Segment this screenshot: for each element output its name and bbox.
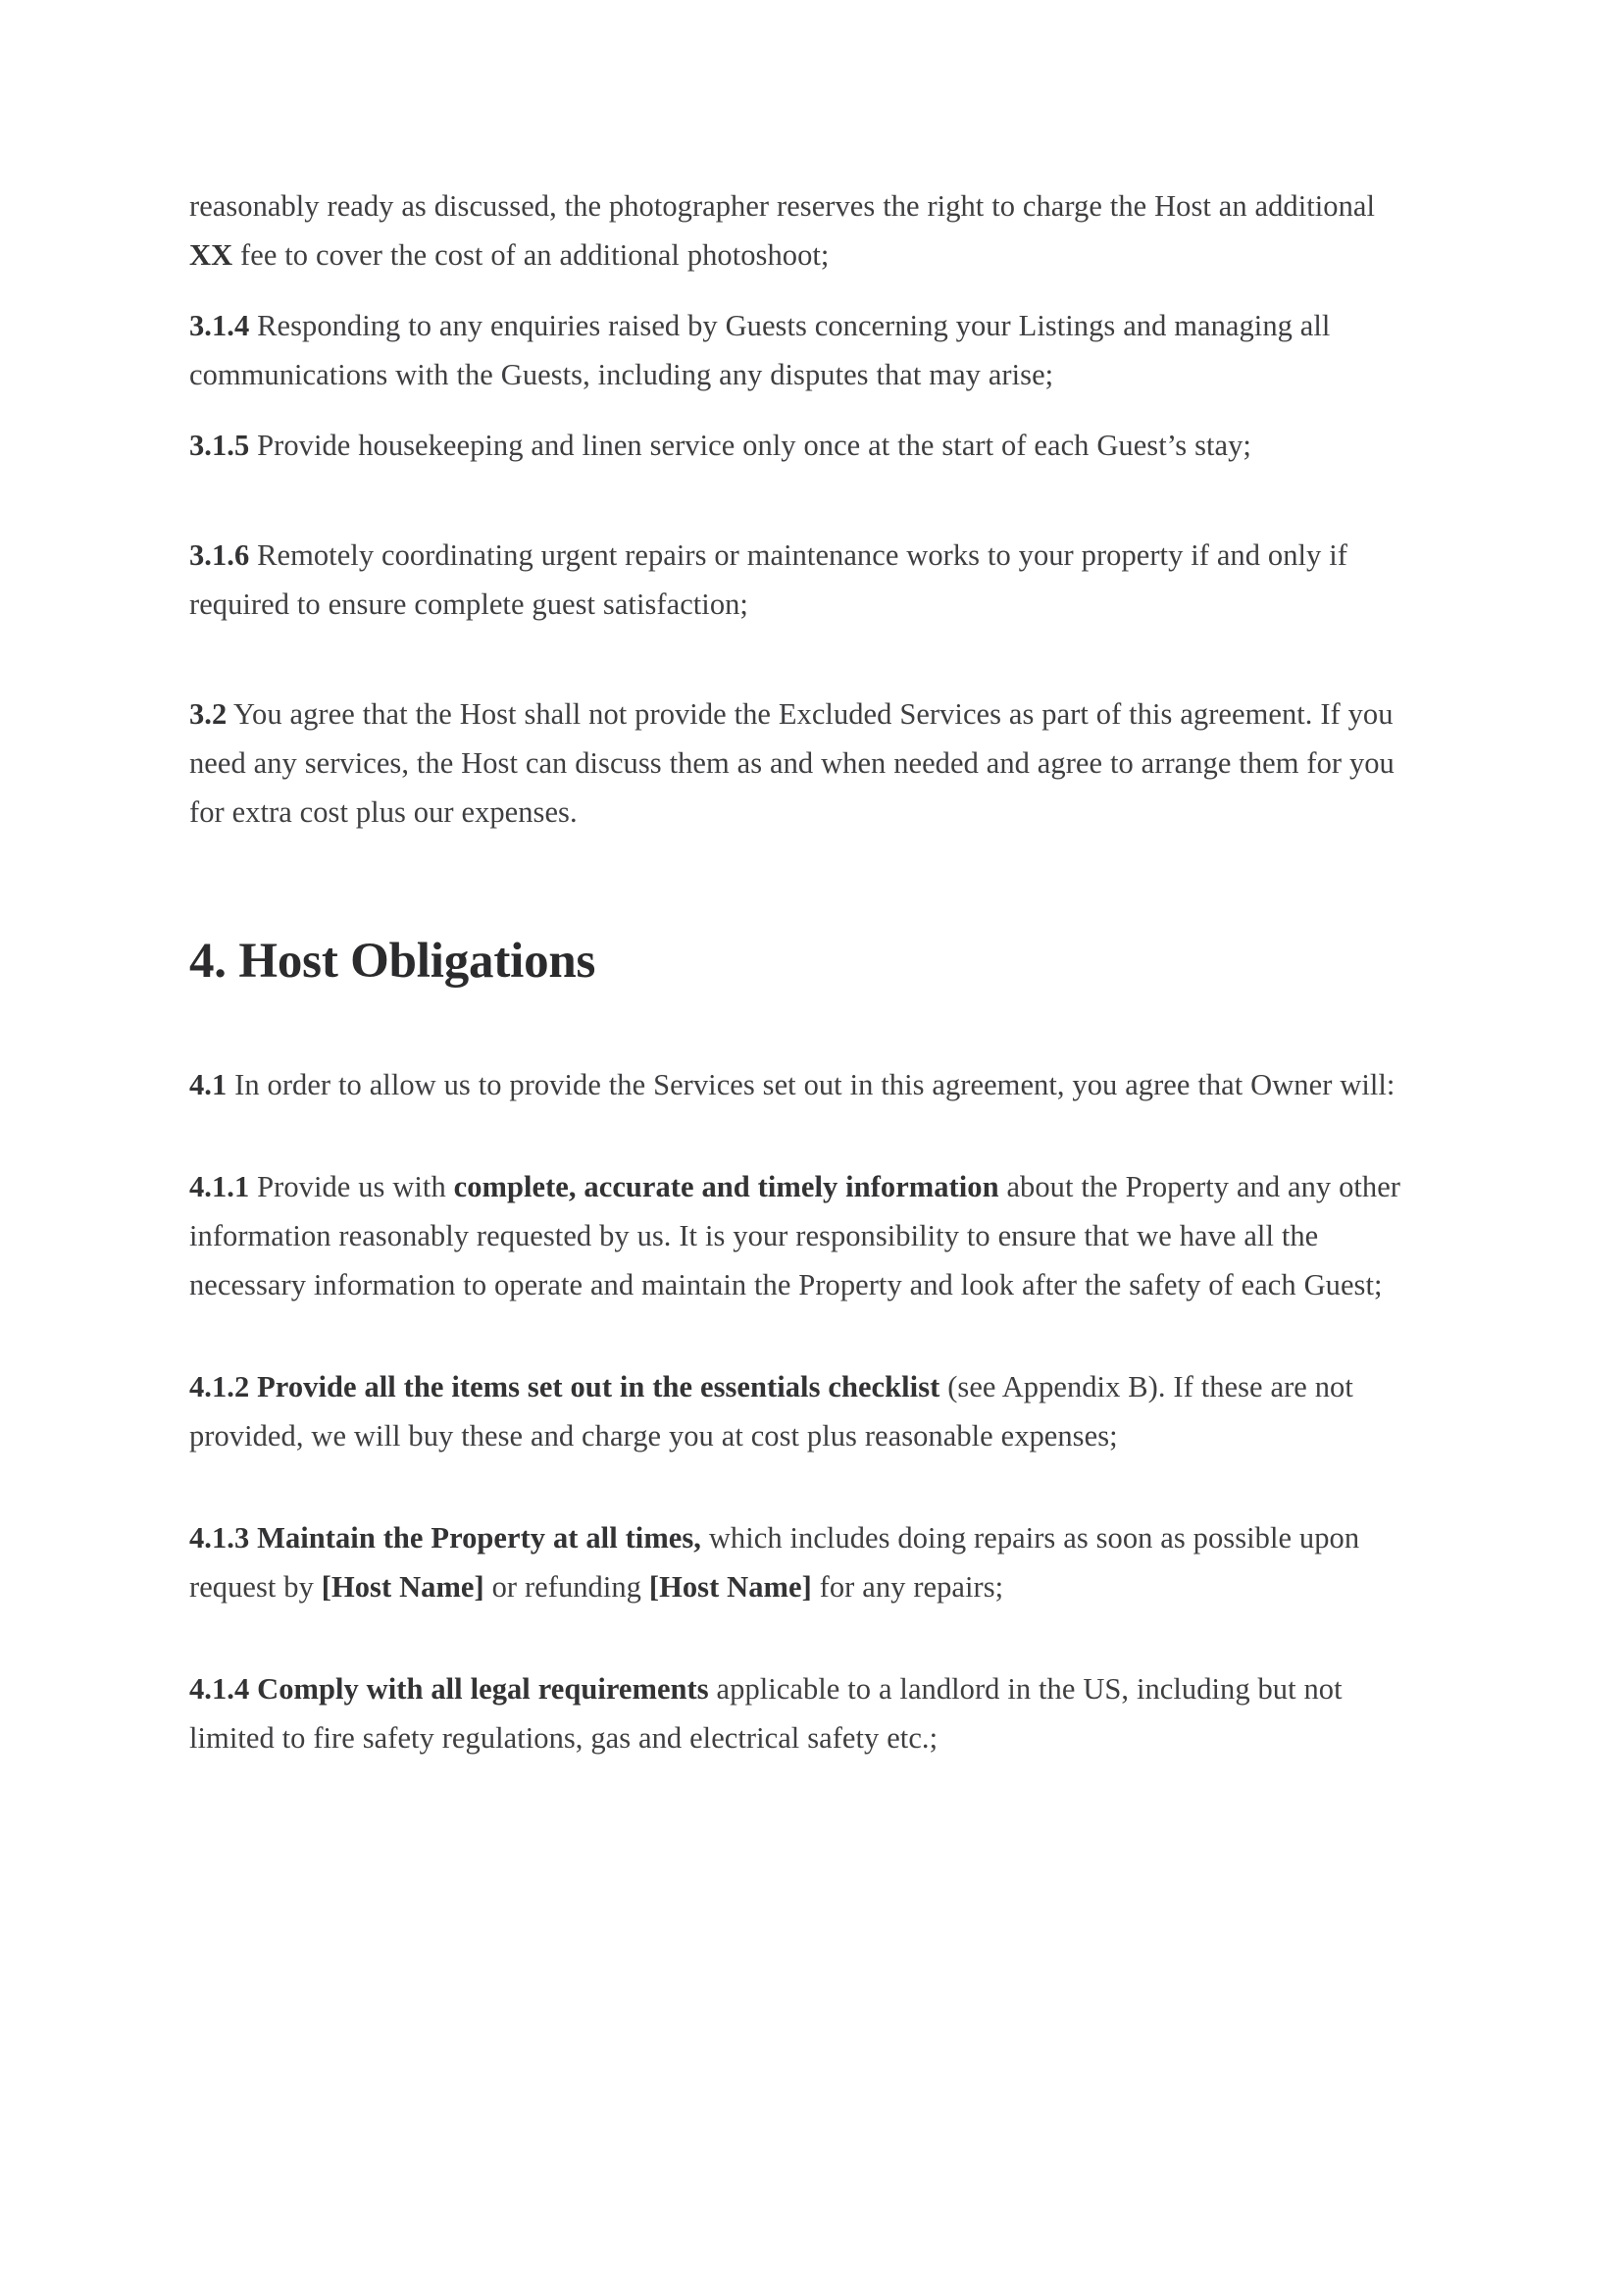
text-run: (see Appendix B). If these are not provided, we will buy these and charge you at cost plus reasonable expenses; bbox=[189, 1370, 1353, 1453]
text-run: Provide us with bbox=[249, 1170, 454, 1203]
text-run: Remotely coordinating urgent repairs or maintenance works to your property if and only if required to ensure complete guest satisfaction; bbox=[189, 538, 1347, 621]
text-run-bold: 4.1.4 Comply with all legal requirements bbox=[189, 1672, 709, 1706]
text-run-bold: [Host Name] bbox=[648, 1570, 812, 1604]
paragraph-3-1-3-continuation bbox=[189, 181, 1420, 280]
heading-spacer-after bbox=[189, 992, 1420, 1060]
paragraph-spacer bbox=[189, 470, 1420, 531]
text-run: fee to cover the cost of an additional photoshoot; bbox=[232, 238, 830, 272]
text-run: In order to allow us to provide the Services set out in this agreement, you agree that Owner will: bbox=[227, 1068, 1396, 1101]
paragraph-spacer bbox=[189, 1460, 1420, 1513]
paragraph-4-1-3 bbox=[189, 1513, 1420, 1611]
text-run: Provide housekeeping and linen service only once at the start of each Guest’s stay; bbox=[249, 429, 1251, 462]
text-run: for any repairs; bbox=[811, 1570, 1004, 1604]
paragraph-spacer bbox=[189, 1611, 1420, 1664]
text-run-bold: 3.1.6 bbox=[189, 538, 250, 572]
paragraph-spacer bbox=[189, 1109, 1420, 1162]
text-run: about the Property and any other information reasonably requested by us. It is your responsibility to ensure that we have all the necessary information to operate and maintain the Property and look after the safety of each Guest; bbox=[189, 1170, 1400, 1301]
text-run-bold: complete, accurate and timely information bbox=[453, 1170, 999, 1203]
text-run-bold: 4.1.1 bbox=[189, 1170, 250, 1203]
text-run-bold: 3.1.4 bbox=[189, 309, 250, 342]
text-run: which includes doing repairs as soon as possible upon request by bbox=[189, 1521, 1360, 1604]
paragraph-spacer bbox=[189, 629, 1420, 689]
text-run-bold: 4.1 bbox=[189, 1068, 228, 1101]
paragraph-3-1-6 bbox=[189, 531, 1420, 629]
text-run-bold: 3.1.5 bbox=[189, 429, 250, 462]
paragraph-3-2 bbox=[189, 689, 1420, 837]
paragraph-spacer bbox=[189, 280, 1420, 301]
paragraph-spacer bbox=[189, 1309, 1420, 1362]
paragraph-3-1-5 bbox=[189, 421, 1420, 470]
text-run: applicable to a landlord in the US, including but not limited to fire safety regulations, gas and electrical safety etc.; bbox=[189, 1672, 1343, 1755]
paragraph-spacer bbox=[189, 399, 1420, 421]
text-run-bold: [Host Name] bbox=[321, 1570, 484, 1604]
text-run-bold: 4.1.3 Maintain the Property at all times, bbox=[189, 1521, 701, 1555]
document-body bbox=[189, 181, 1420, 1762]
section-heading-host-obligations: 4. Host Obligations bbox=[189, 934, 596, 989]
paragraph-4-1-1 bbox=[189, 1162, 1420, 1309]
text-run-bold: XX bbox=[189, 238, 233, 272]
text-run-bold: 4.1.2 Provide all the items set out in the essentials checklist bbox=[189, 1370, 940, 1403]
heading-spacer-before bbox=[189, 837, 1420, 931]
text-run-bold: 3.2 bbox=[189, 697, 228, 731]
paragraph-4-1-4 bbox=[189, 1664, 1420, 1762]
text-run: Responding to any enquiries raised by Guests concerning your Listings and managing all communications with the Guests, including any disputes that may arise; bbox=[189, 309, 1331, 391]
text-run: or refunding bbox=[483, 1570, 649, 1604]
text-run: reasonably ready as discussed, the photographer reserves the right to charge the Host an additional bbox=[189, 189, 1376, 223]
text-run: You agree that the Host shall not provide the Excluded Services as part of this agreement. If you need any services, the Host can discuss them as and when needed and agree to arrange them for you for extra cost plus our expenses. bbox=[189, 697, 1395, 829]
paragraph-3-1-4 bbox=[189, 301, 1420, 399]
paragraph-4-1-2 bbox=[189, 1362, 1420, 1460]
paragraph-4-1 bbox=[189, 1060, 1420, 1109]
